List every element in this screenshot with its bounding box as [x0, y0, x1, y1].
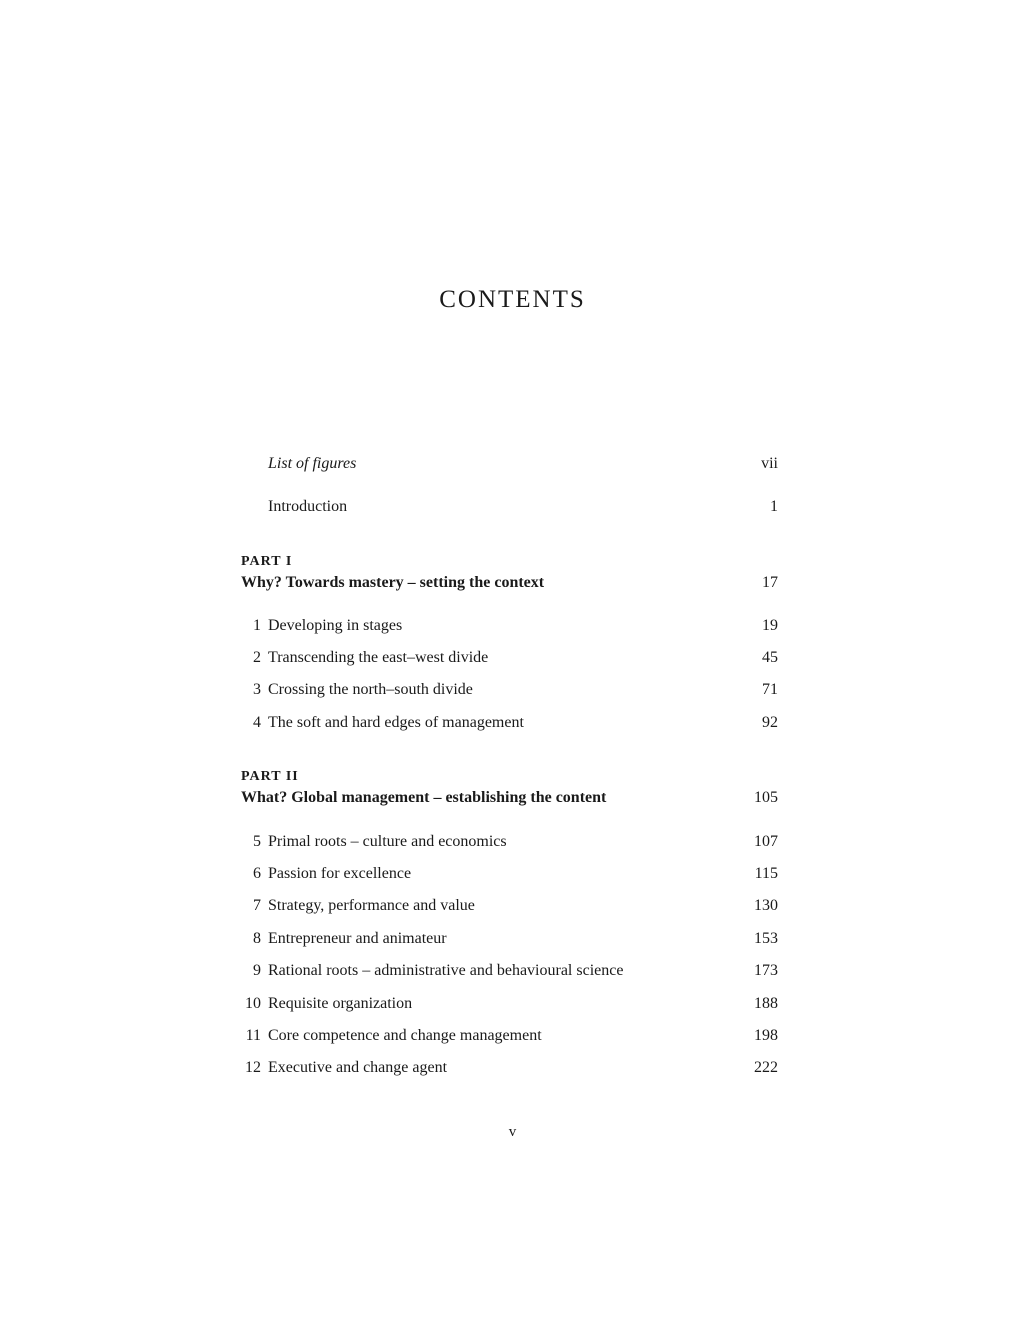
toc-chapter[interactable] [241, 960, 778, 982]
chapter-number: 11 [245, 1027, 261, 1044]
chapter-number: 8 [253, 930, 261, 947]
chapter-number: 5 [253, 833, 261, 850]
toc-chapter[interactable] [241, 831, 778, 853]
chapter-title: Crossing the north–south divide [268, 681, 473, 698]
toc-entry-page: vii [761, 455, 778, 472]
chapter-number: 12 [245, 1059, 261, 1076]
chapter-page: 198 [754, 1027, 778, 1044]
part-page: 17 [762, 574, 778, 591]
chapter-page: 45 [762, 649, 778, 666]
toc-chapter[interactable] [241, 1025, 778, 1047]
chapter-number: 4 [253, 714, 261, 731]
toc-chapter[interactable] [241, 993, 778, 1015]
toc-chapter[interactable] [241, 679, 778, 701]
chapter-page: 222 [754, 1059, 778, 1076]
chapter-number: 9 [253, 962, 261, 979]
chapter-title: Executive and change agent [268, 1059, 448, 1076]
toc-chapter[interactable] [241, 647, 778, 669]
chapter-page: 188 [754, 995, 778, 1012]
toc-chapter[interactable] [241, 863, 778, 885]
toc-entry-title: Introduction [268, 498, 348, 515]
page-title: CONTENTS [439, 286, 586, 313]
chapter-title: Strategy, performance and value [268, 897, 475, 914]
toc-chapter[interactable] [241, 895, 778, 917]
chapter-page: 153 [754, 930, 778, 947]
chapter-title: Rational roots – administrative and behavioural science [268, 962, 624, 979]
chapter-title: Developing in stages [268, 617, 403, 634]
chapter-number: 3 [253, 681, 261, 698]
part-label: PART I [241, 554, 293, 569]
toc-chapter[interactable] [241, 928, 778, 950]
toc-entry-page: 1 [770, 498, 778, 515]
chapter-page: 71 [762, 681, 778, 698]
toc-chapter[interactable] [241, 1057, 778, 1079]
chapter-title: Requisite organization [268, 995, 413, 1012]
chapter-page: 115 [754, 865, 778, 882]
part-label: PART II [241, 769, 299, 784]
part-title: What? Global management – establishing the content [241, 789, 607, 806]
page-number: v [508, 1124, 517, 1140]
chapter-page: 107 [754, 833, 778, 850]
chapter-number: 10 [245, 995, 261, 1012]
chapter-number: 7 [253, 897, 261, 914]
part-page: 105 [754, 789, 778, 806]
chapter-number: 6 [253, 865, 261, 882]
toc-entry-introduction[interactable] [241, 496, 778, 518]
toc-chapter[interactable] [241, 712, 778, 734]
toc-chapter[interactable] [241, 615, 778, 637]
chapter-page: 130 [754, 897, 778, 914]
chapter-title: Core competence and change management [268, 1027, 542, 1044]
toc-entry-title: List of figures [268, 455, 357, 472]
chapter-page: 19 [762, 617, 778, 634]
chapter-page: 92 [762, 714, 778, 731]
part-heading[interactable] [241, 572, 778, 594]
chapter-number: 2 [253, 649, 261, 666]
chapter-title: Passion for excellence [268, 865, 412, 882]
chapter-title: The soft and hard edges of management [268, 714, 524, 731]
part-heading[interactable] [241, 787, 778, 809]
chapter-page: 173 [754, 962, 778, 979]
chapter-title: Primal roots – culture and economics [268, 833, 507, 850]
part-title: Why? Towards mastery – setting the context [241, 574, 545, 591]
chapter-title: Transcending the east–west divide [268, 649, 489, 666]
chapter-title: Entrepreneur and animateur [268, 930, 447, 947]
chapter-number: 1 [253, 617, 261, 634]
toc-entry-list-of-figures[interactable] [241, 453, 778, 475]
